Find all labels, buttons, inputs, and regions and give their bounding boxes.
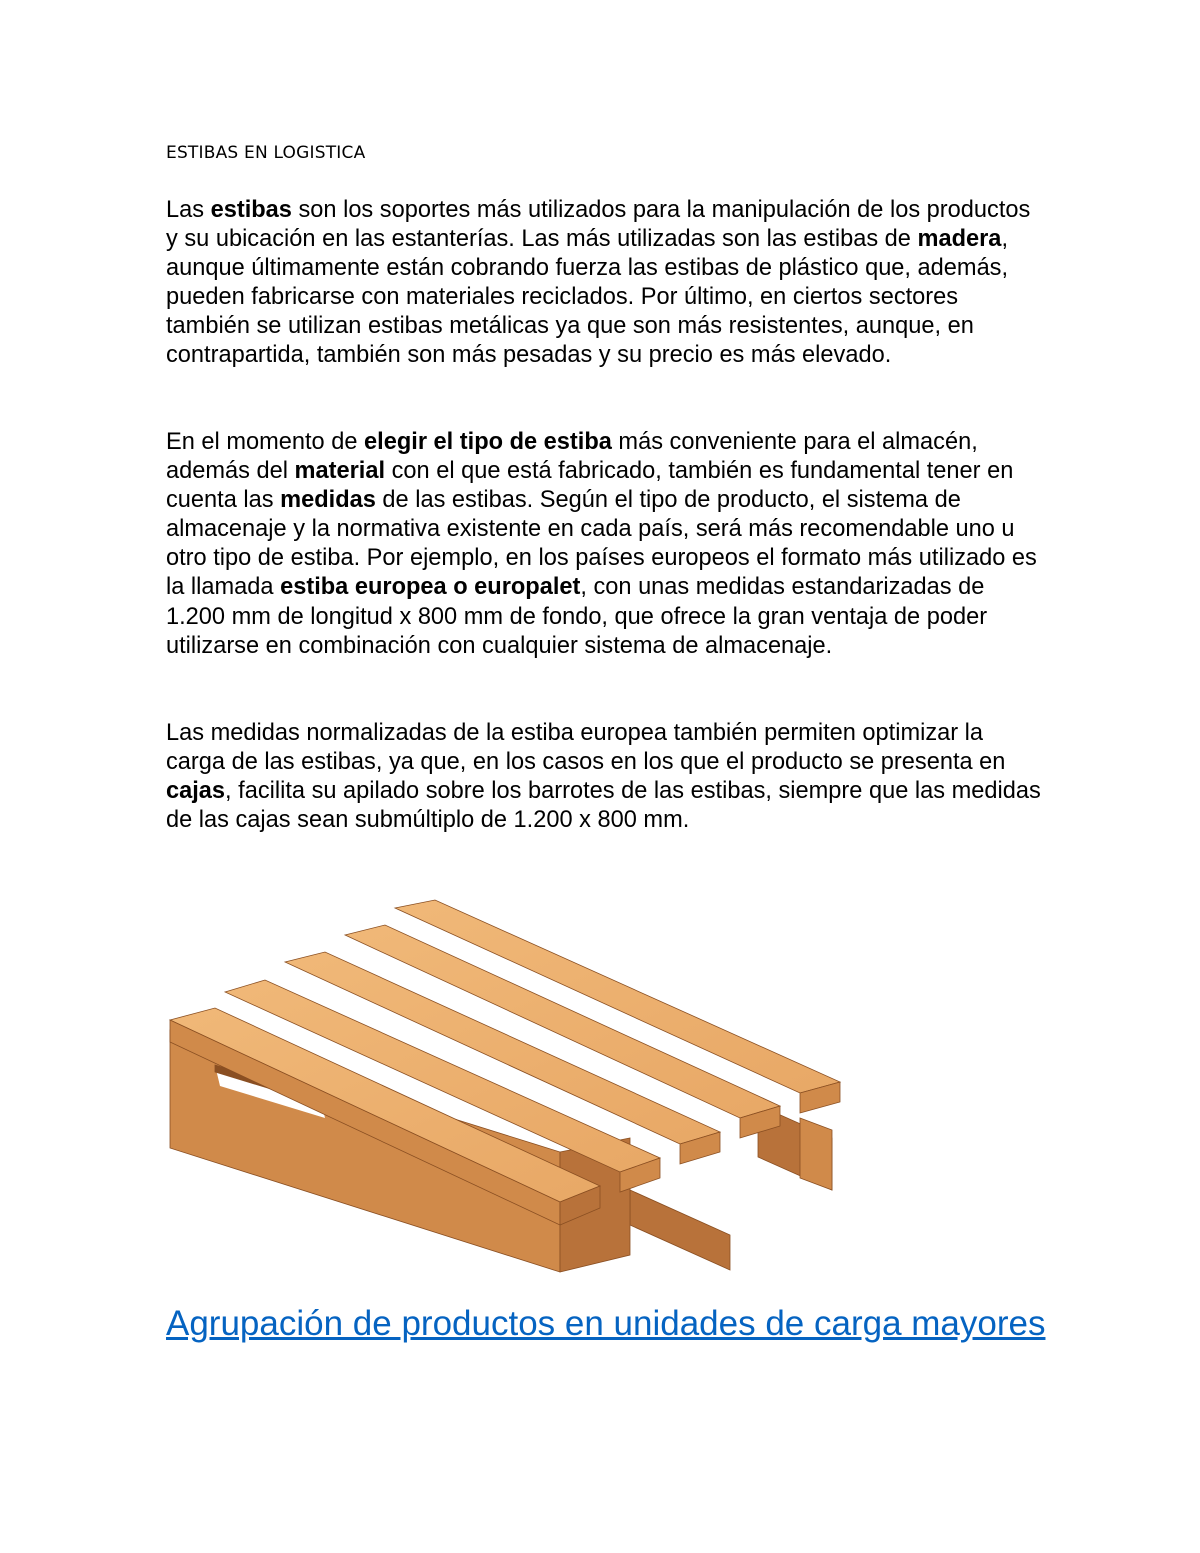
bold-term: madera	[917, 226, 1002, 253]
text-run: En el momento de	[166, 429, 365, 455]
bold-term: elegir el tipo de estiba	[364, 429, 612, 455]
text-run: , con unas medidas estandarizadas de 1.200 mm de longitud x 800 mm de fondo, que ofrece la gran ventaja de poder utilizarse en combinación con cualquier sistema de almacenaje.	[166, 574, 988, 659]
text-run: , aunque últimamente están cobrando fuerza las estibas de plástico que, además, pueden fabricarse con materiales reciclados. Por último, en ciertos sectores también se utilizan estibas metálicas ya que son más resistentes, aunque, en contrapartida, también son más pesadas y su precio es más elevado.	[166, 226, 1009, 369]
text-run: más conveniente para el almacén, además del	[166, 429, 978, 485]
text-run: con el que está fabricado, también es fundamental tener en cuenta las	[166, 458, 1014, 514]
paragraph-tipo-estiba	[166, 428, 1046, 661]
bold-term: estibas	[210, 197, 292, 223]
document-title: ESTIBAS EN LOGISTICA	[166, 143, 366, 163]
bold-term: medidas	[280, 487, 376, 514]
bold-term: estiba europea o europalet	[280, 574, 581, 601]
text-run: Las medidas normalizadas de la estiba europea también permiten optimizar la carga de las estibas, ya que, en los casos en los que el producto se presenta en	[166, 720, 1006, 776]
text-run: de las estibas. Según el tipo de producto, el sistema de almacenaje y la normativa existente en cada país, será más recomendable uno u otro tipo de estiba. Por ejemplo, en los países europeos el formato más utilizado es la llamada	[166, 487, 1037, 601]
text-run: Las	[166, 197, 211, 223]
section-heading-link[interactable]: Agrupación de productos en unidades de carga mayores	[166, 1304, 1046, 1343]
text-run: , facilita su apilado sobre los barrotes de las estibas, siempre que las medidas de las cajas sean submúltiplo de 1.200 x 800 mm.	[166, 778, 1041, 834]
paragraph-estibas-intro	[166, 196, 1046, 371]
text-run: son los soportes más utilizados para la manipulación de los productos y su ubicación en las estanterías. Las más utilizadas son las estibas de	[166, 197, 1031, 253]
bold-term: cajas	[166, 778, 226, 805]
wooden-pallet-image	[160, 890, 850, 1280]
paragraph-medidas-normalizadas	[166, 719, 1046, 835]
bold-term: material	[294, 458, 386, 485]
